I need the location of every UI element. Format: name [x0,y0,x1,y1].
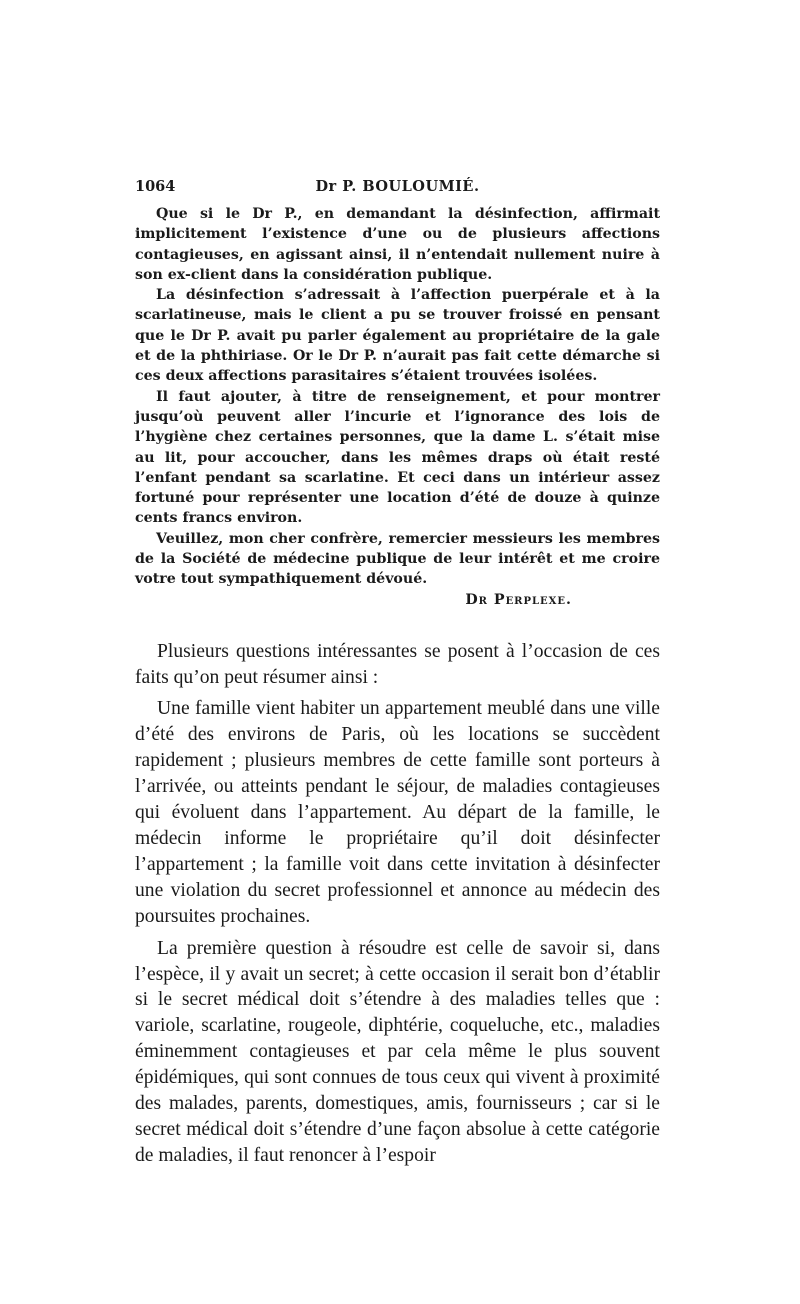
running-head [135,178,660,200]
letter-paragraph: Que si le Dr P., en demandant la désinfection, affirmait implicitement l’existence d’une ou de plusieurs affections contagieuses, en agissant ainsi, il n’entendait nullement nuire à son ex-client dans la considération publique. [135,206,660,283]
letter-paragraph: Veuillez, mon cher confrère, remercier messieurs les membres de la Société de médecine publique de leur intérêt et me croire votre tout sympathiquement dévoué. [135,530,660,588]
body-paragraph: Une famille vient habiter un appartement meublé dans une ville d’été des environs de Paris, où les locations se succèdent rapidement ; plusieurs membres de cette famille sont porteurs à l’arrivée, ou atteints pendant le séjour, de maladies contagieuses qui évoluent dans l’appartement. Au départ de la famille, le médecin informe le propriétaire qu’il doit désinfecter l’appartement ; la famille voit dans cette invitation à désinfecter une violation du secret professionnel et annonce au médecin des poursuites prochaines. [135,698,660,927]
signature-text: Dr Perplexe. [465,591,572,608]
running-title: Dr P. BOULOUMIÉ. [315,178,480,195]
page-number: 1064 [135,178,176,195]
letter-paragraph: La désinfection s’adressait à l’affection puerpérale et à la scarlatineuse, mais le client a pu se trouver froissé en pensant que le Dr P. avait pu parler également au propriétaire de la gale et de la phthiriase. Or le Dr P. n’aurait pas fait cette démarche si ces deux affections parasitaires s’étaient trouvées isolées. [135,287,660,385]
page [135,178,660,1169]
body-paragraph: Plusieurs questions intéressantes se posent à l’occasion de ces faits qu’on peut résumer ainsi : [135,640,660,688]
letter-excerpt [135,204,660,590]
letter-signature [135,590,660,610]
main-text [135,639,660,1169]
body-paragraph: La première question à résoudre est celle de savoir si, dans l’espèce, il y avait un secret; à cette occasion il serait bon d’établir si le secret médical doit s’étendre à des maladies telles que : variole, scarlatine, rougeole, diphtérie, coqueluche, etc., maladies éminemment contagieuses et par cela même le plus souvent épidémiques, qui sont connues de tous ceux qui vivent à proximité des malades, parents, domestiques, amis, fournisseurs ; car si le secret médical doit s’étendre d’une façon absolue à cette catégorie de maladies, il faut renoncer à l’espoir [135,937,660,1166]
letter-paragraph: Il faut ajouter, à titre de renseignement, et pour montrer jusqu’où peuvent aller l’incurie et l’ignorance des lois de l’hygiène chez certaines personnes, que la dame L. s’était mise au lit, pour accoucher, dans les mêmes draps où était resté l’enfant pendant sa scarlatine. Et ceci dans un intérieur assez fortuné pour représenter une location d’été de douze à quinze cents francs environ. [135,388,660,527]
